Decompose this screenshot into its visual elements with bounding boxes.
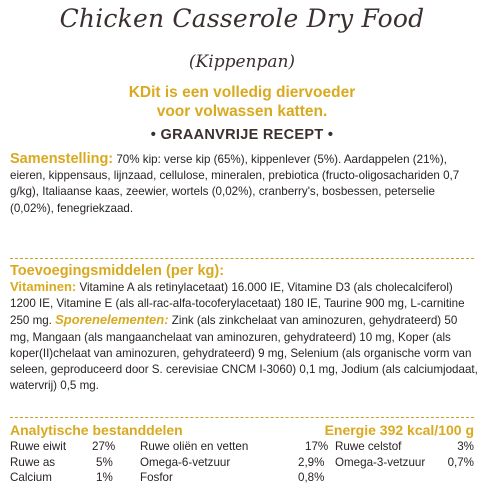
analysis-value: 3%: [457, 440, 474, 453]
analysis-name: Omega-3-vetzuur: [335, 455, 426, 469]
analysis-name: Ruwe oliën en vetten: [140, 440, 249, 453]
analysis-value: 0,7%: [447, 455, 474, 469]
analysis-row: [10, 439, 474, 455]
intro-line-1: KDit is een volledig diervoeder: [128, 84, 356, 101]
intro-text: [0, 83, 484, 121]
analysis-name: Ruwe eiwit: [10, 440, 67, 453]
composition-text: 70% kip: verse kip (65%), kippenlever (5%). Aardappelen (21%), eieren, kippensaus, lijnzaad, cellulose, mineralen, prebiotica (fructo-oligosachariden 0,7 g/kg), Italiaanse kaas, zeewier, wortels (0,02%), cranberry's, bosbessen, peterselie (0,02%), fenegriekzaad.: [10, 153, 460, 215]
recipe-banner: • GRAANVRIJE RECEPT •: [150, 127, 334, 143]
composition-section: [10, 151, 478, 217]
additives-title: Toevoegingsmiddelen (per kg):: [10, 263, 225, 279]
analysis-value: 17%: [305, 440, 329, 453]
additives-section: [10, 279, 478, 394]
analysis-name: Ruwe as: [10, 455, 56, 469]
analysis-row: [10, 455, 474, 471]
energy-value: Energie 392 kcal/100 g: [324, 422, 474, 438]
intro-line-2: voor volwassen katten.: [156, 103, 328, 120]
analysis-value: 5%: [96, 455, 113, 469]
analysis-title: Analytische bestanddelen: [10, 422, 183, 438]
analysis-name: Fosfor: [140, 471, 173, 484]
analysis-value: 0,8%: [298, 471, 325, 484]
analysis-value: 1%: [96, 471, 113, 484]
section-divider-bottom: [10, 417, 474, 418]
analysis-table: [10, 439, 474, 484]
trace-elements-label: Sporenelementen:: [55, 312, 169, 328]
product-title: Chicken Casserole Dry Food: [59, 4, 425, 33]
trace-elements-text: Zink (als zinkchelaat van aminozuren, gehydrateerd) 50 mg, Mangaan (als mangaanchelaat van aminozuren, gehydrateerd) 10 mg, Koper (als koper(II)chelaat van aminozuren, gehydrateerd) 9 mg, Selenium (als organische vorm van seleen, geproduceerd door S. cerevisiae CNCM I-3060) 0,1 mg, Jodium (als calciumjodaat, watervrij) 0,5 mg.: [10, 314, 478, 393]
analysis-name: Omega-6-vetzuur: [140, 455, 231, 469]
analysis-name: Calcium: [10, 471, 52, 484]
composition-label: Samenstelling:: [10, 151, 114, 167]
section-divider-top: [10, 258, 474, 259]
analysis-row: [10, 470, 474, 484]
analysis-name: Ruwe celstof: [335, 440, 402, 453]
vitamins-label: Vitaminen:: [10, 279, 77, 294]
analysis-value: 27%: [92, 440, 116, 453]
product-subtitle: (Kippenpan): [188, 52, 296, 72]
analysis-value: 2,9%: [298, 455, 325, 469]
vitamins-text: Vitamine A als retinylacetaat) 16.000 IE, Vitamine D3 (als cholecalciferol) 1200 IE, Vitamine E (als all-rac-alfa-tocoferylacetaat) 180 IE, Taurine 900 mg, L-carnitine 250 mg.: [10, 281, 465, 328]
